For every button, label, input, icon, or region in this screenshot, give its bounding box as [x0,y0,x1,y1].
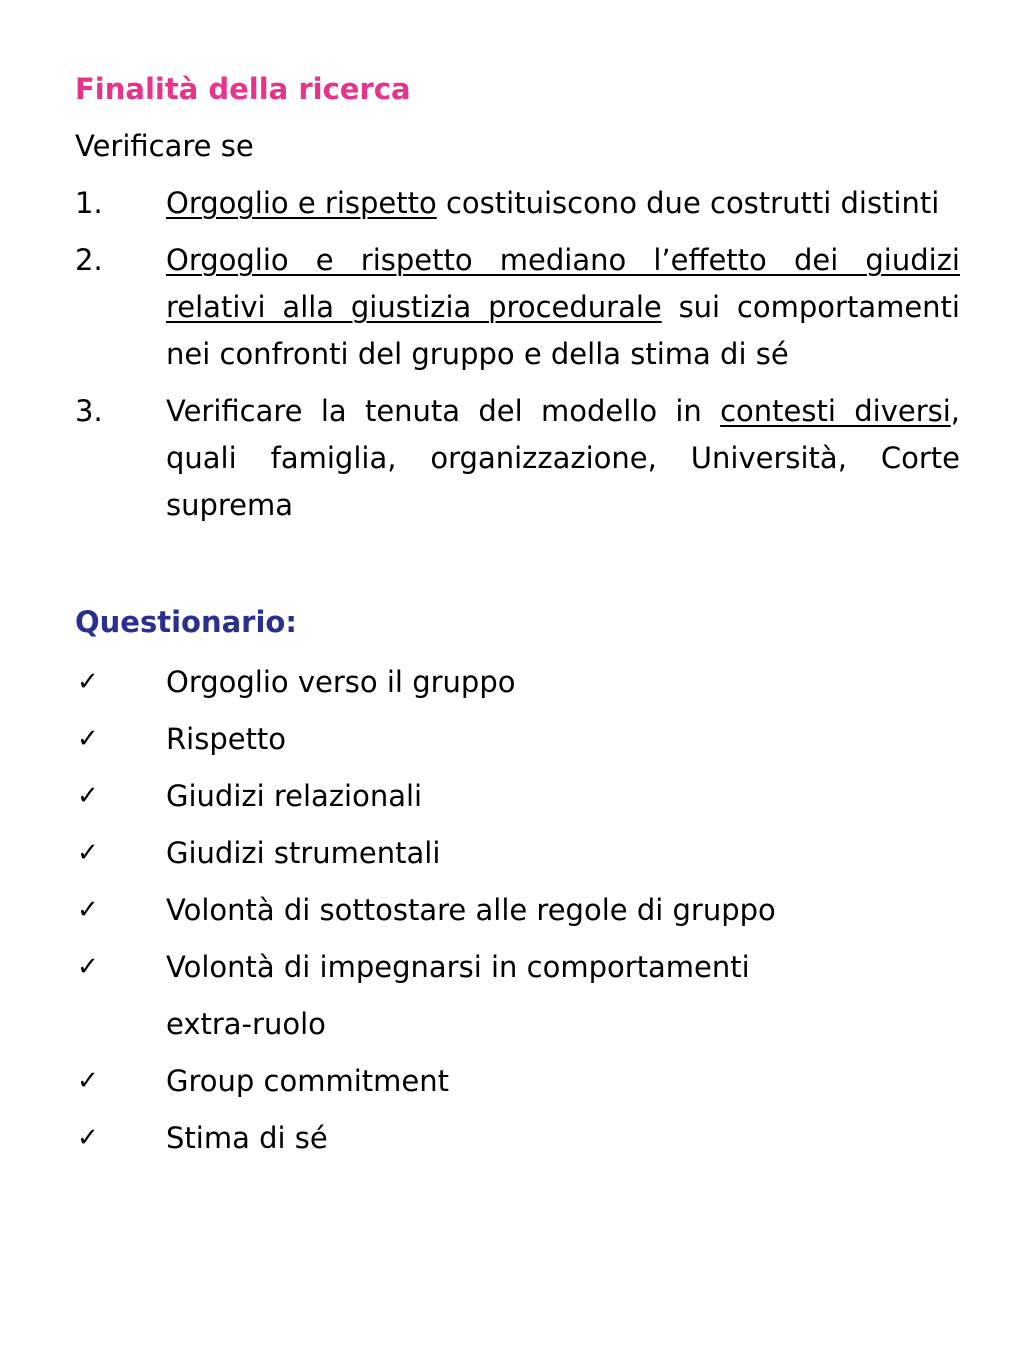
list-item-text: Rispetto [166,722,287,756]
item-rest-text: , quali famiglia, organizzazione, Università, Corte suprema [166,394,961,522]
list-item [75,882,960,939]
list-number: 1. [75,186,103,220]
list-item-text [166,388,960,529]
checkmark-icon: ✓ [77,895,99,925]
list-item [75,768,960,825]
list-item [75,939,960,1053]
checkmark-icon: ✓ [77,667,99,697]
underlined-phrase: Orgoglio e rispetto mediano l’effetto dei giudizi relativi alla giustizia procedurale [166,243,960,324]
list-item [75,825,960,882]
list-item-text: Orgoglio verso il gruppo [166,665,516,699]
item-rest-text: costituiscono due costrutti distinti [436,186,940,220]
list-item-text: Giudizi relazionali [166,779,423,813]
list-item [75,237,960,378]
list-item-text [166,180,960,227]
list-item [75,180,960,227]
list-item [75,388,960,529]
list-item-text: Group commitment [166,1064,449,1098]
questionnaire-list [75,654,960,1167]
checkmark-icon: ✓ [77,1066,99,1096]
list-item-text [166,237,960,378]
section-spacer [75,539,960,599]
list-item-text: Volontà di impegnarsi in comportamenti extra-ruolo [166,950,750,1041]
list-item-text: Volontà di sottostare alle regole di gruppo [166,893,776,927]
checkmark-icon: ✓ [77,952,99,982]
list-item-text: Stima di sé [166,1121,328,1155]
document-page [75,66,960,1167]
list-item [75,1110,960,1167]
list-number: 2. [75,243,103,277]
underlined-phrase: Orgoglio e rispetto [166,186,437,220]
checkmark-icon: ✓ [77,838,99,868]
checkmark-icon: ✓ [77,781,99,811]
underlined-phrase: contesti diversi [720,394,951,428]
checkmark-icon: ✓ [77,724,99,754]
item-lead-text: Verificare la tenuta del modello in [166,394,721,428]
research-goals-heading: Finalità della ricerca [75,72,411,106]
checkmark-icon: ✓ [77,1123,99,1153]
item-rest-text: sui comportamenti nei confronti del gruppo e della stima di sé [166,290,960,371]
list-number: 3. [75,394,103,428]
intro-text: Verificare se [75,129,254,163]
list-item [75,1053,960,1110]
list-item [75,654,960,711]
questionnaire-heading: Questionario: [75,605,297,639]
list-item [75,711,960,768]
list-item-text: Giudizi strumentali [166,836,441,870]
goals-list [75,180,960,529]
